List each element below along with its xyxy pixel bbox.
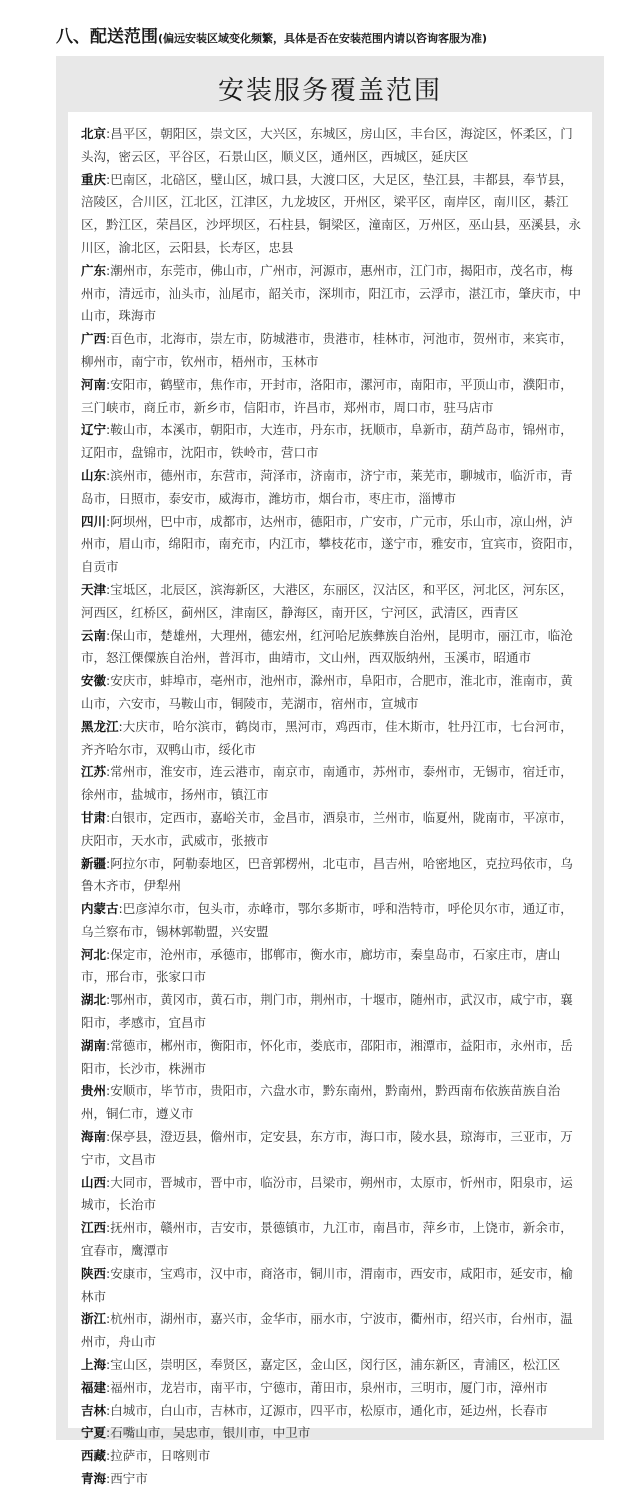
region-name: 重庆 [81, 171, 107, 187]
region-item [81, 1422, 581, 1445]
region-name: 安徽 [81, 673, 107, 689]
region-separator: : [106, 1220, 111, 1236]
region-areas: 保定市，沧州市，承德市，邯郸市，衡水市，廊坊市，秦皇岛市，石家庄市，唐山市，邢台市，张家口市 [81, 946, 561, 985]
region-name: 广东 [81, 262, 107, 278]
region-item [81, 1354, 581, 1377]
region-item [81, 1445, 581, 1468]
region-separator: : [106, 262, 111, 278]
region-name: 山西 [81, 1174, 107, 1190]
region-item [81, 419, 581, 465]
region-item [81, 853, 581, 899]
region-item [81, 1035, 581, 1081]
region-areas: 鞍山市，本溪市，朝阳市，大连市，丹东市，抚顺市，阜新市，葫芦岛市，锦州市，辽阳市，盘锦市，沈阳市，铁岭市，营口市 [81, 422, 573, 461]
region-separator: : [106, 1174, 111, 1190]
region-separator: : [106, 627, 111, 643]
region-areas: 阿拉尔市，阿勒泰地区，巴音郭楞州，北屯市，昌吉州，哈密地区，克拉玛依市，乌鲁木齐市，伊犁州 [81, 855, 573, 894]
region-areas: 常德市，郴州市，衡阳市，怀化市，娄底市，邵阳市，湘潭市，益阳市，永州市，岳阳市，长沙市，株洲市 [81, 1037, 573, 1076]
region-item [81, 716, 581, 762]
region-name: 贵州 [81, 1083, 107, 1099]
region-areas: 安康市，宝鸡市，汉中市，商洛市，铜川市，渭南市，西安市，咸阳市，延安市，榆林市 [81, 1265, 573, 1304]
region-name: 吉林 [81, 1402, 107, 1418]
region-item [81, 670, 581, 716]
region-areas: 百色市，北海市，崇左市，防城港市，贵港市，桂林市，河池市，贺州市，来宾市，柳州市，南宁市，钦州市，梧州市，玉林市 [81, 331, 573, 369]
region-separator: : [106, 1471, 111, 1487]
region-name: 四川 [81, 513, 107, 529]
region-name: 湖南 [81, 1037, 107, 1053]
region-item [81, 465, 581, 511]
region-separator: : [106, 513, 111, 529]
region-name: 宁夏 [81, 1425, 107, 1441]
region-areas: 白城市，白山市，吉林市，辽源市，四平市，松原市，通化市，延边州，长春市 [110, 1402, 548, 1418]
panel-title: 安装服务覆盖范围 [217, 76, 442, 106]
region-item [81, 944, 581, 990]
region-separator: : [106, 1448, 111, 1464]
region-areas: 常州市，淮安市，连云港市，南京市，南通市，苏州市，泰州市，无锡市，宿迁市，徐州市，盐城市，扬州市，镇江市 [81, 764, 573, 803]
region-separator: : [106, 467, 111, 483]
region-item [81, 511, 581, 579]
region-separator: : [106, 331, 111, 347]
region-areas: 大同市，晋城市，晋中市，临汾市，吕梁市，朔州市，太原市，忻州市，阳泉市，运城市，长治市 [81, 1174, 573, 1213]
region-item [81, 123, 581, 169]
region-separator: : [106, 376, 111, 392]
region-separator: : [106, 1425, 111, 1441]
region-name: 河北 [81, 946, 107, 962]
region-areas: 福州市，龙岩市，南平市，宁德市，莆田市，泉州市，三明市，厦门市，漳州市 [110, 1379, 548, 1395]
region-separator: : [106, 1402, 111, 1418]
region-separator: : [118, 901, 123, 917]
region-item [81, 1172, 581, 1218]
region-name: 福建 [81, 1379, 107, 1395]
region-areas: 石嘴山市，吴忠市，银川市，中卫市 [110, 1425, 311, 1441]
region-item [81, 898, 581, 944]
region-item [81, 1308, 581, 1354]
region-name: 湖北 [81, 992, 107, 1008]
region-areas: 安庆市，蚌埠市，亳州市，池州市，滁州市，阜阳市，合肥市，淮北市，淮南市，黄山市，六安市，马鞍山市，铜陵市，芜湖市，宿州市，宣城市 [81, 673, 573, 711]
region-areas: 鄂州市，黄冈市，黄石市，荆门市，荆州市，十堰市，随州市，武汉市，咸宁市，襄阳市，孝感市，宜昌市 [81, 992, 573, 1031]
region-list [81, 123, 581, 1491]
region-item [81, 989, 581, 1035]
region-name: 浙江 [81, 1311, 107, 1327]
region-areas: 保山市，楚雄州，大理州，德宏州，红河哈尼族彝族自治州，昆明市，丽江市，临沧市，怒江傈僳族自治州，普洱市，曲靖市，文山州，西双版纳州，玉溪市，昭通市 [81, 627, 573, 666]
region-item [81, 328, 581, 374]
region-name: 北京 [81, 126, 107, 141]
region-areas: 潮州市，东莞市，佛山市，广州市，河源市，惠州市，江门市，揭阳市，茂名市，梅州市，清远市，汕头市，汕尾市，韶关市，深圳市，阳江市，云浮市，湛江市，肇庆市，中山市，珠海市 [81, 262, 582, 324]
region-name: 河南 [81, 376, 107, 392]
region-name: 云南 [81, 627, 107, 643]
region-name: 西藏 [81, 1448, 107, 1464]
region-item [81, 1377, 581, 1400]
region-separator: : [106, 1129, 111, 1145]
section-title: 八、配送范围 [56, 27, 158, 47]
region-name: 上海 [81, 1357, 107, 1373]
region-name: 黑龙江 [81, 718, 119, 734]
region-separator: : [106, 422, 111, 438]
region-name: 青海 [81, 1471, 107, 1487]
region-separator: : [106, 992, 111, 1008]
section-header [56, 22, 636, 47]
region-separator: : [118, 718, 123, 734]
region-item [81, 1126, 581, 1172]
region-item [81, 1400, 581, 1423]
region-areas: 抚州市，赣州市，吉安市，景德镇市，九江市，南昌市，萍乡市，上饶市，新余市，宜春市，鹰潭市 [81, 1220, 573, 1259]
region-areas: 保亭县，澄迈县，儋州市，定安县，东方市，海口市，陵水县，琼海市，三亚市，万宁市，文昌市 [81, 1129, 573, 1167]
region-name: 江苏 [81, 764, 107, 780]
region-separator: : [106, 809, 111, 825]
region-item [81, 169, 581, 260]
region-separator: : [106, 1379, 111, 1395]
region-areas: 杭州市，湖州市，嘉兴市，金华市，丽水市，宁波市，衢州市，绍兴市，台州市，温州市，舟山市 [81, 1311, 573, 1350]
region-separator: : [106, 126, 111, 141]
region-item [81, 260, 581, 328]
region-item [81, 1217, 581, 1263]
region-areas: 白银市，定西市，嘉峪关市，金昌市，酒泉市，兰州市，临夏州，陇南市，平凉市，庆阳市，天水市，武威市，张掖市 [81, 809, 573, 848]
region-separator: : [106, 1083, 111, 1099]
region-name: 广西 [81, 331, 107, 347]
section-note: (偏远安装区域变化频繁，具体是否在安装范围内请以咨询客服为准) [158, 32, 488, 45]
region-item [81, 761, 581, 807]
region-separator: : [106, 855, 111, 871]
region-separator: : [106, 1311, 111, 1327]
region-separator: : [106, 581, 111, 597]
region-item [81, 1263, 581, 1309]
region-areas: 滨州市，德州市，东营市，菏泽市，济南市，济宁市，莱芜市，聊城市，临沂市，青岛市，日照市，泰安市，威海市，潍坊市，烟台市，枣庄市，淄博市 [81, 467, 573, 506]
region-name: 天津 [81, 581, 107, 597]
region-separator: : [106, 1357, 111, 1373]
region-separator: : [106, 1265, 111, 1281]
region-areas: 巴南区，北碚区，璧山区，城口县，大渡口区，大足区，垫江县，丰都县，奉节县，涪陵区，合川区，江北区，江津区，九龙坡区，开州区，梁平区，南岸区，南川区，綦江区，黔江区，荣昌区，沙坪坝区，石柱县，铜梁区，潼南区，万州区，巫山县，巫溪县，永川区，渝北区，云阳县，长寿区，忠县 [81, 171, 582, 255]
region-name: 海南 [81, 1129, 107, 1145]
coverage-list-box [68, 112, 592, 1487]
region-separator: : [106, 946, 111, 962]
region-name: 陕西 [81, 1265, 107, 1281]
region-areas: 巴彦淖尔市，包头市，赤峰市，鄂尔多斯市，呼和浩特市，呼伦贝尔市，通辽市，乌兰察布市，锡林郭勒盟，兴安盟 [81, 901, 573, 939]
coverage-panel [56, 56, 604, 1487]
region-name: 山东 [81, 467, 107, 483]
region-item [81, 1080, 581, 1126]
region-item [81, 1468, 581, 1491]
region-areas: 大庆市，哈尔滨市，鹤岗市，黑河市，鸡西市，佳木斯市，牡丹江市，七台河市，齐齐哈尔市，双鸭山市，绥化市 [81, 718, 573, 757]
region-separator: : [106, 171, 111, 187]
region-separator: : [106, 1037, 111, 1053]
region-item [81, 807, 581, 853]
region-name: 新疆 [81, 855, 107, 871]
region-areas: 宝山区，崇明区，奉贤区，嘉定区，金山区，闵行区，浦东新区，青浦区，松江区 [110, 1357, 561, 1373]
region-areas: 安顺市，毕节市，贵阳市，六盘水市，黔东南州，黔南州，黔西南布依族苗族自治州，铜仁市，遵义市 [81, 1083, 561, 1122]
region-areas: 拉萨市，日喀则市 [110, 1448, 211, 1464]
region-separator: : [106, 764, 111, 780]
region-areas: 昌平区，朝阳区，崇文区，大兴区，东城区，房山区，丰台区，海淀区，怀柔区，门头沟，密云区，平谷区，石景山区，顺义区，通州区，西城区，延庆区 [81, 126, 573, 164]
region-areas: 安阳市，鹤壁市，焦作市，开封市，洛阳市，漯河市，南阳市，平顶山市，濮阳市，三门峡市，商丘市，新乡市，信阳市，许昌市，郑州市，周口市，驻马店市 [81, 376, 573, 415]
region-separator: : [106, 673, 111, 689]
region-areas: 阿坝州，巴中市，成都市，达州市，德阳市，广安市，广元市，乐山市，凉山州，泸州市，眉山市，绵阳市，南充市，内江市，攀枝花市，遂宁市，雅安市，宜宾市，资阳市，自贡市 [81, 513, 582, 575]
region-item [81, 374, 581, 420]
region-item [81, 625, 581, 671]
region-areas: 西宁市 [110, 1471, 148, 1487]
region-name: 内蒙古 [81, 901, 119, 917]
region-name: 辽宁 [81, 422, 107, 438]
region-name: 江西 [81, 1220, 107, 1236]
region-item [81, 579, 581, 625]
region-name: 甘肃 [81, 809, 107, 825]
region-areas: 宝坻区，北辰区，滨海新区，大港区，东丽区，汉沽区，和平区，河北区，河东区，河西区，红桥区，蓟州区，津南区，静海区，南开区，宁河区，武清区，西青区 [81, 581, 573, 620]
